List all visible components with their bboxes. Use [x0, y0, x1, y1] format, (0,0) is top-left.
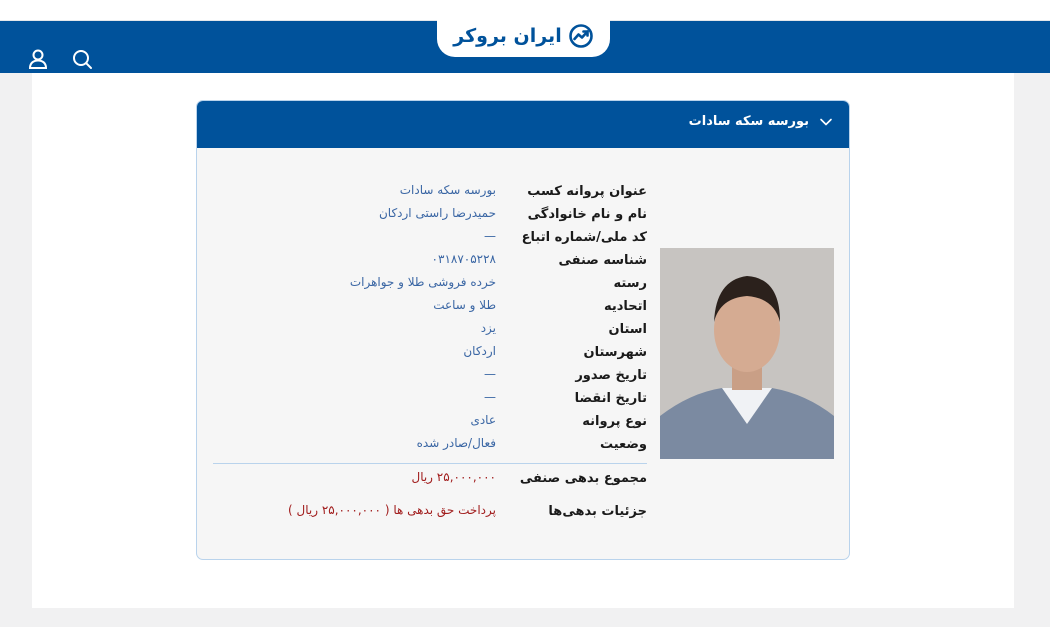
- value-guild-id: ۰۳۱۸۷۰۵۲۲۸: [431, 252, 496, 266]
- value-union: طلا و ساعت: [433, 298, 496, 312]
- label-national-id: کد ملی/شماره اتباع: [521, 230, 647, 245]
- debt-details-link[interactable]: پرداخت حق بدهی ها ( ۲۵,۰۰۰,۰۰۰ ریال ): [287, 503, 496, 517]
- label-license-type: نوع پروانه: [582, 414, 647, 429]
- label-debt-total: مجموع بدهی صنفی: [519, 471, 647, 486]
- logo[interactable]: [437, 14, 610, 57]
- value-province: یزد: [480, 321, 496, 335]
- user-icon[interactable]: [26, 47, 50, 71]
- license-card: [196, 100, 850, 560]
- search-icon[interactable]: [70, 47, 94, 71]
- chevron-down-icon[interactable]: [819, 115, 833, 129]
- label-city: شهرستان: [583, 345, 647, 360]
- label-guild-id: شناسه صنفی: [558, 253, 647, 268]
- label-full-name: نام و نام خانوادگی: [527, 207, 647, 222]
- logo-text: ایران بروکر: [453, 24, 562, 47]
- label-union: اتحادیه: [603, 299, 647, 314]
- label-status: وضعیت: [599, 437, 647, 452]
- value-license-type: عادی: [470, 413, 496, 427]
- value-national-id: —: [484, 229, 496, 243]
- label-province: استان: [608, 322, 647, 337]
- label-expiry-date: تاریخ انقضا: [574, 391, 647, 406]
- label-debt-details: جزئیات بدهی‌ها: [548, 504, 647, 519]
- label-issue-date: تاریخ صدور: [575, 368, 647, 383]
- value-expiry-date: —: [484, 390, 496, 404]
- label-category: رسته: [613, 276, 647, 291]
- logo-chart-icon: [568, 23, 594, 49]
- card-header[interactable]: [197, 101, 849, 148]
- value-full-name: حمیدرضا راستی اردکان: [378, 206, 496, 220]
- card-title: بورسه سکه سادات: [688, 114, 809, 129]
- label-license-title: عنوان پروانه کسب: [527, 184, 647, 199]
- value-license-title: بورسه سکه سادات: [399, 183, 496, 197]
- value-status: فعال/صادر شده: [416, 436, 496, 450]
- divider: [213, 463, 647, 464]
- value-category: خرده فروشی طلا و جواهرات: [349, 275, 496, 289]
- value-debt-total: ۲۵,۰۰۰,۰۰۰ ریال: [411, 470, 496, 484]
- value-city: اردکان: [463, 344, 496, 358]
- value-issue-date: —: [484, 367, 496, 381]
- owner-photo: [660, 248, 834, 459]
